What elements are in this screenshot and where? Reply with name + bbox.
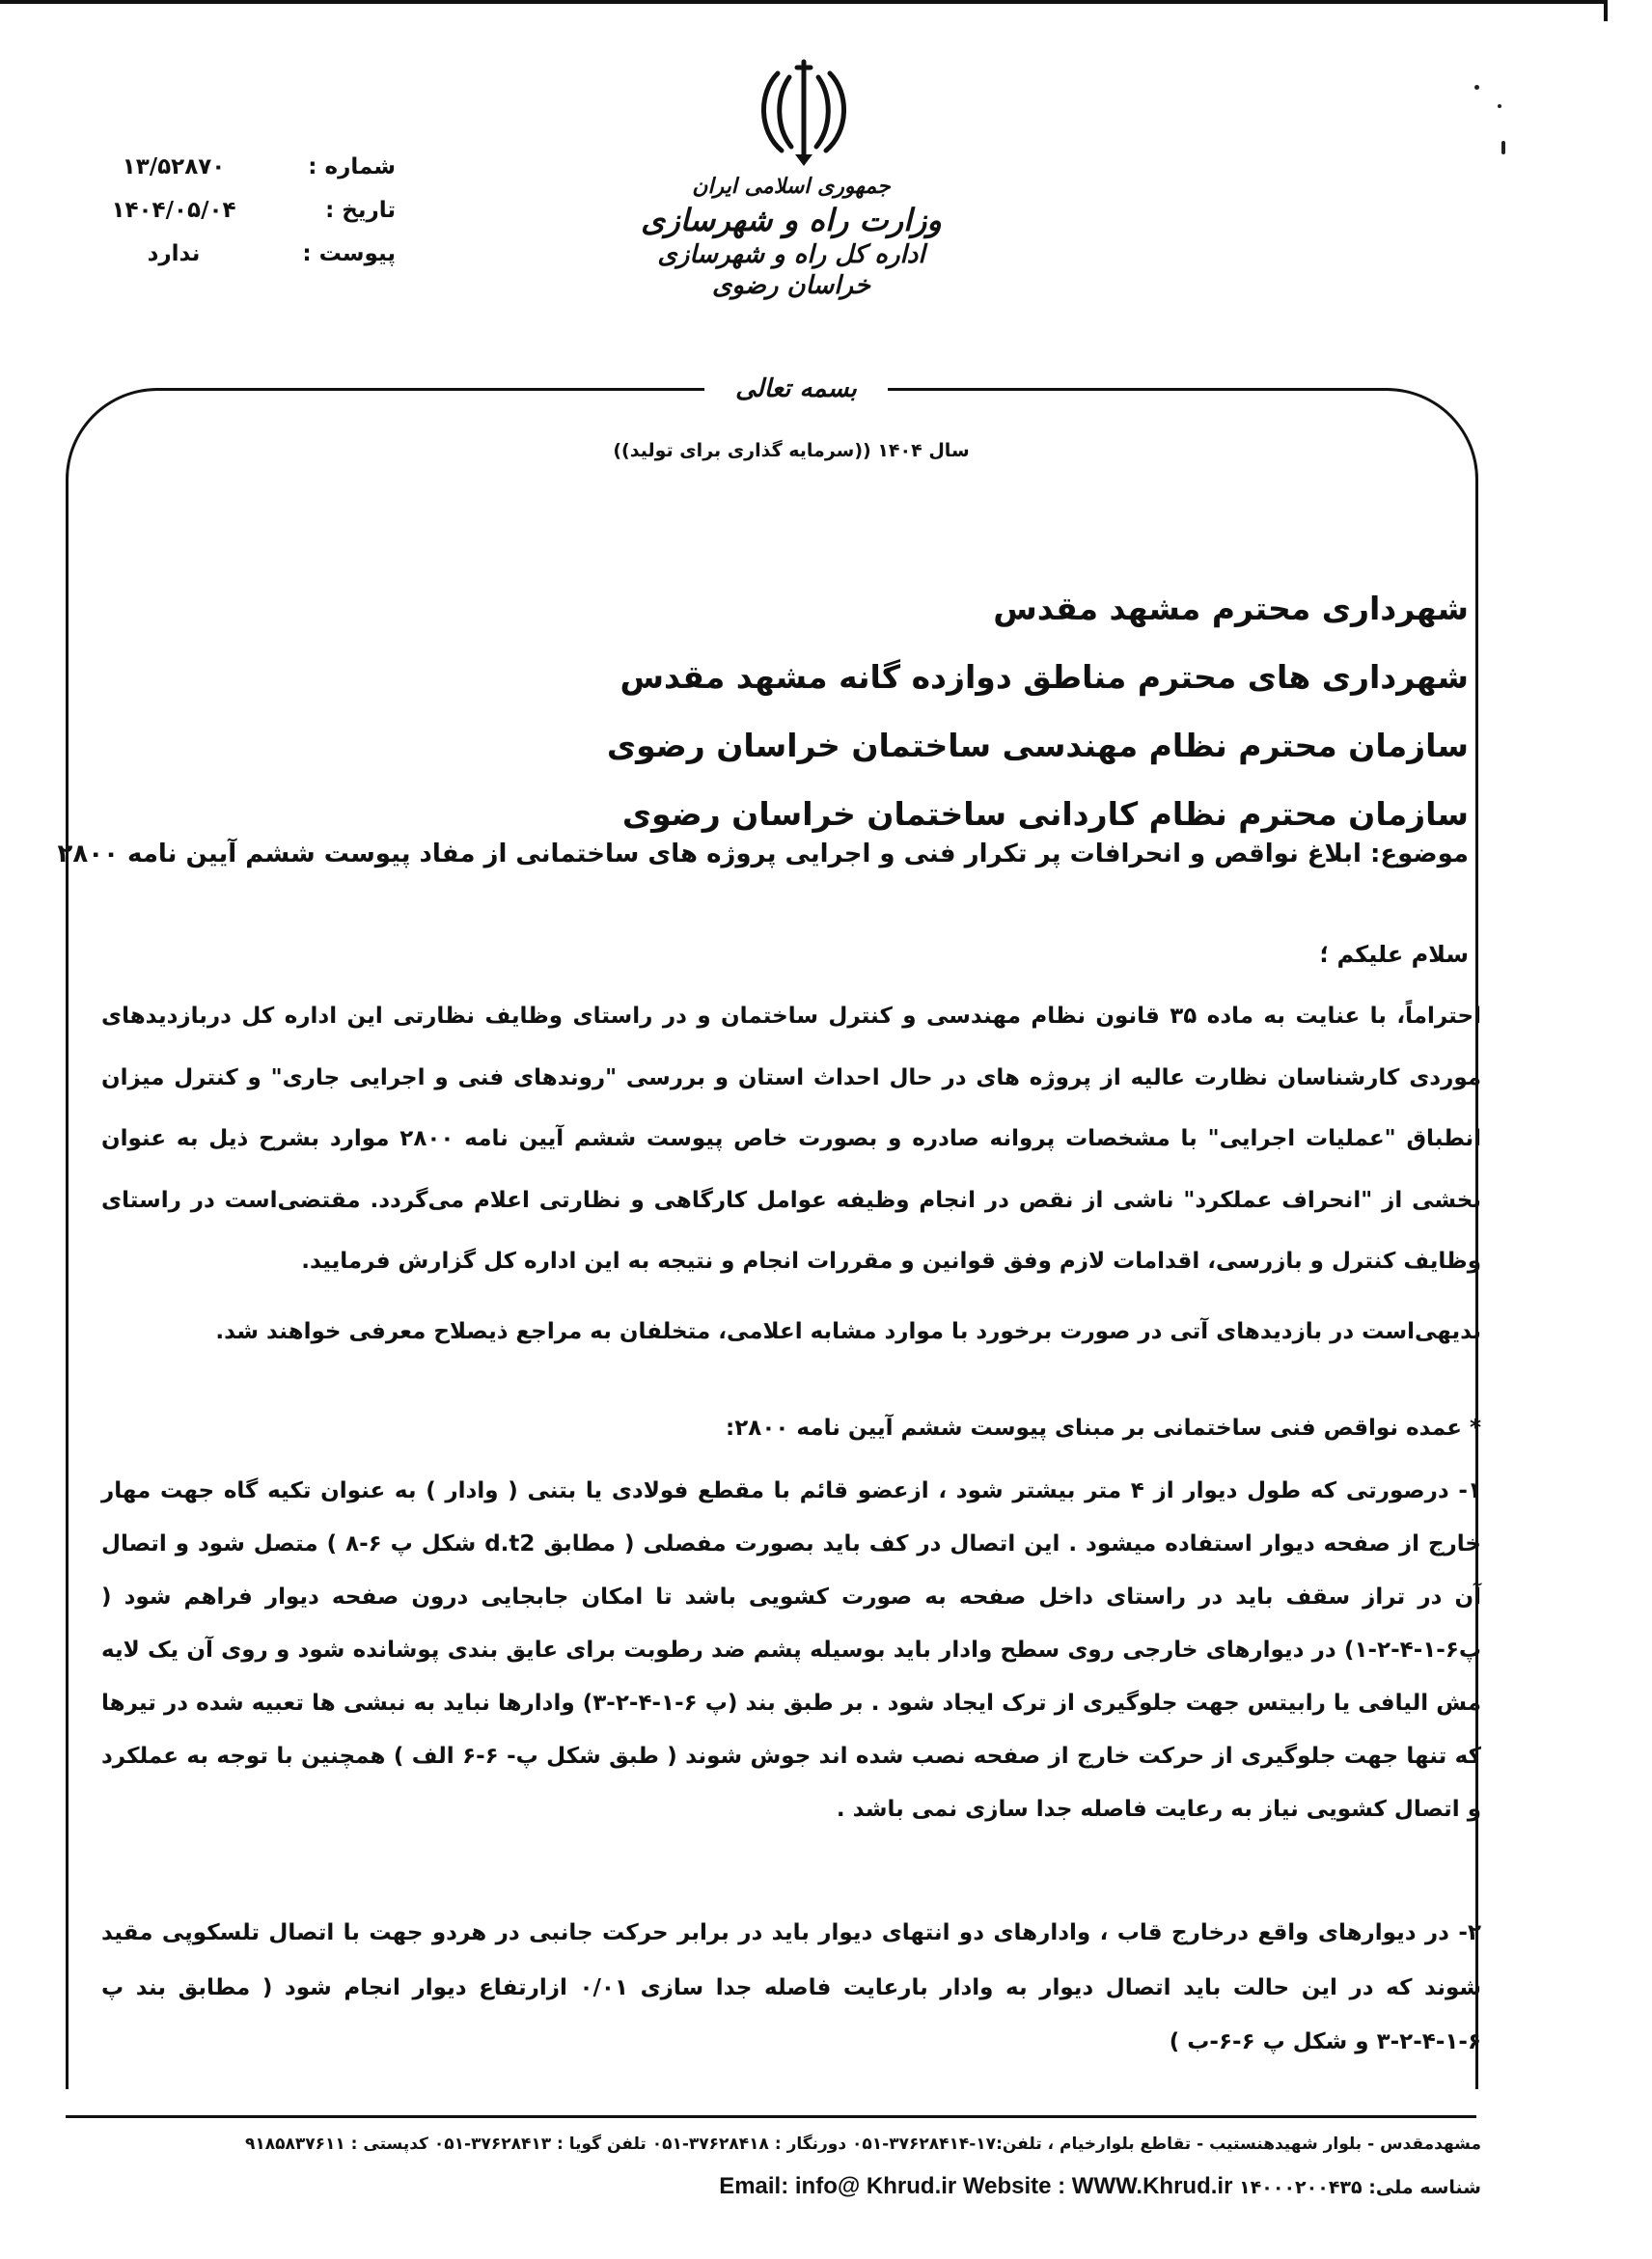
recipient-line: شهرداری های محترم مناطق دوازده گانه مشهد مقدس [620, 658, 1469, 696]
footer-email[interactable]: Email: info@ Khrud.ir [719, 2173, 957, 2199]
defect-item-2: ۲- در دیوارهای واقع درخارج قاب ، وادارهای دو انتهای دیوار باید در برابر حرکت جانبی در هردو جهت با اتصال تلسکوپی مقید شوند که در این حالت باید اتصال دیوار به وادار بارعایت فاصله جدا سازی ۰/۰۱ ازارتفاع دیوار انجام شود ( مطابق بند پ ۶-۱-۴-۲-۳ و شکل پ ۶-۶-ب ) [101, 1920, 1481, 2054]
date-value: ۱۴۰۴/۰۵/۰۴ [111, 198, 236, 223]
recipient-line: سازمان محترم نظام مهندسی ساختمان خراسان رضوی [606, 727, 1469, 764]
attachment-value: ندارد [147, 241, 201, 266]
meta-values [77, 154, 270, 285]
year-slogan: سال ۱۴۰۴ ((سرمایه گذاری برای تولید)) [613, 440, 970, 461]
letterhead-ministry: وزارت راه و شهرسازی [641, 201, 942, 238]
scan-speck [1474, 85, 1479, 90]
footer-national-id: شناسه ملی: ۱۴۰۰۰۲۰۰۴۳۵ [1239, 2177, 1481, 2198]
body-paragraph-intro: احتراماً، با عنایت به ماده ۳۵ قانون نظام مهندسی و کنترل ساختمان و در راستای وظایف نظارتی این اداره کل دربازدیدهای موردی کارشناسان نظارت عالیه از پروژه های در حال احداث استان و بررسی "روندهای فنی و اجرایی جاری" و کنترل میزان انطباق "عملیات اجرایی" با مشخصات پروانه صادره و بصورت خاص پیوست ششم آیین نامه ۲۸۰۰ موارد بشرح ذیل به عنوان بخشی از "انحراف عملکرد" ناشی از نقص در انجام وظیفه عوامل کارگاهی و نظارتی اعلام می‌گردد. مقتضی‌است در راستای وظایف کنترل و بازرسی، اقدامات لازم وفق قوانین و مقررات انجام و نتیجه به این اداره کل گزارش فرمایید. [101, 1004, 1482, 1274]
letterhead-country: جمهوری اسلامی ایران [692, 174, 891, 199]
footer-address: مشهدمقدس - بلوار شهیدهنستیب - تقاطع بلوارخیام ، تلفن:۱۷-۳۷۶۲۸۴۱۴-۰۵۱ دورنگار : ۳۷۶۲۸۴۱۸-۰۵۱ تلفن گویا : ۳۷۶۲۸۴۱۳-۰۵۱ کدپستی : ۹۱۸۵۸۳۷۶۱۱ [245, 2135, 1481, 2154]
recipients [214, 574, 1469, 848]
defect-item-1: ۱- درصورتی که طول دیوار از ۴ متر بیشتر شود ، ازعضو قائم با مقطع فولادی یا بتنی ( وادار ) به عنوان تکیه گاه جهت مهار خارج از صفحه دیوار استفاده میشود . این اتصال در کف باید بصورت مفصلی ( مطابق d.t2 شکل پ ۶-۸ ) متصل شود و اتصال آن در تراز سقف باید در راستای داخل صفحه به صورت کشویی باشد تا امکان جابجایی درون صفحه دیوار فراهم شود ( پ۶-۱-۴-۲-۱) در دیوارهای خارجی روی سطح وادار باید بوسیله پشم ضد رطوبت برای عایق بندی پوشانده شود و روی آن یک لایه مش الیافی یا رابیتس جهت جلوگیری از ترک ایجاد شود . بر طبق بند (پ ۶-۱-۴-۲-۳) وادارها نباید به نبشی ها تعبیه شده در تیرها که تنها جهت جلوگیری از حرکت خارج از صفحه نصب شده اند جوش شوند ( طبق شکل پ- ۶-۶ الف ) همچنین با توجه به عملکرد و اتصال کشویی نیاز به رعایت فاصله جدا سازی نمی باشد . [101, 1478, 1481, 1822]
attachment-label: پیوست : [302, 241, 396, 266]
letterhead [618, 174, 965, 302]
greeting: سلام علیکم ؛ [1319, 941, 1469, 968]
footer-contact [77, 2173, 1481, 2200]
corner-border-line [1604, 0, 1608, 21]
number-value: ۱۳/۵۲۸۷۰ [122, 154, 226, 179]
top-border-line [0, 0, 1608, 4]
date-label: تاریخ : [325, 198, 396, 223]
footer-divider [66, 2115, 1476, 2118]
footer-website[interactable]: Website : WWW.Khrud.ir [962, 2173, 1233, 2199]
subject-line: موضوع: ابلاغ نواقص و انحرافات پر تکرار فنی و اجرایی پروژه های ساختمانی از مفاد پیوست ششم آیین نامه ۲۸۰۰ [57, 840, 1469, 868]
defects-heading: * عمده نواقص فنی ساختمانی بر مبنای پیوست ششم آیین نامه ۲۸۰۰: [726, 1416, 1481, 1441]
recipient-line: سازمان محترم نظام کاردانی ساختمان خراسان رضوی [621, 795, 1469, 833]
meta-labels [289, 154, 396, 285]
body-paragraph-warning: بدیهی‌است در بازدیدهای آتی در صورت برخورد با موارد مشابه اعلامی، متخلفان به مراجع ذیصلاح معرفی خواهند شد. [215, 1319, 1481, 1344]
recipient-line: شهرداری محترم مشهد مقدس [993, 590, 1469, 627]
scan-speck [1501, 141, 1505, 154]
letterhead-office: اداره کل راه و شهرسازی خراسان رضوی [657, 239, 925, 300]
number-label: شماره : [308, 154, 396, 179]
scan-speck [1498, 104, 1501, 108]
iran-emblem-icon [751, 54, 857, 170]
bism-heading: بسمه تعالی [735, 374, 857, 403]
